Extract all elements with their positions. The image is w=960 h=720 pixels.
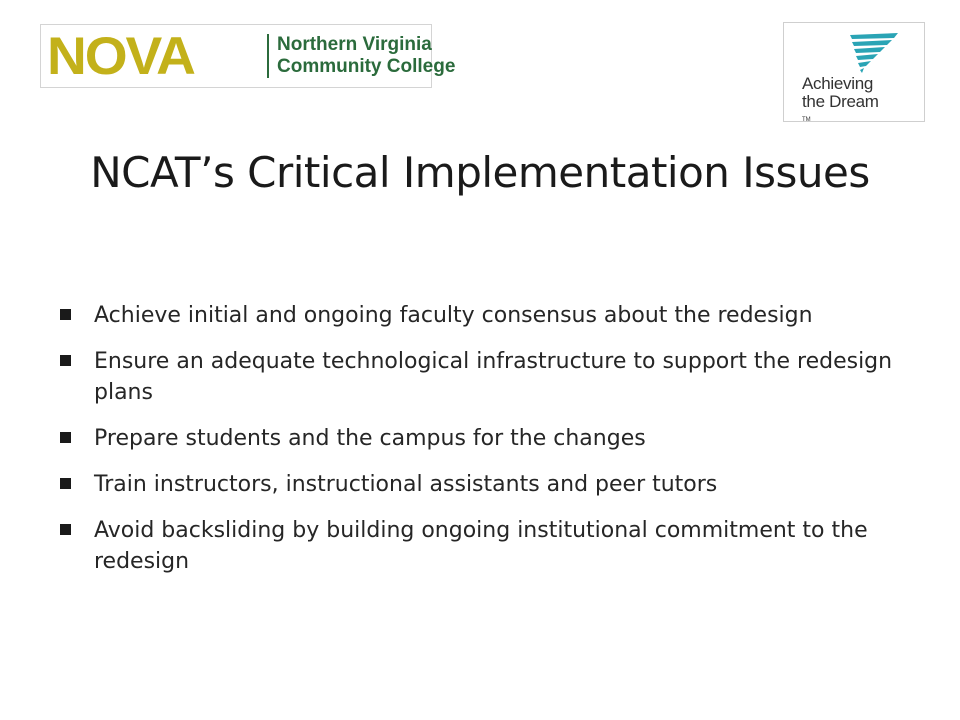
square-bullet-icon bbox=[60, 524, 71, 535]
bullet-text: Prepare students and the campus for the changes bbox=[94, 426, 646, 451]
square-bullet-icon bbox=[60, 432, 71, 443]
square-bullet-icon bbox=[60, 478, 71, 489]
nova-logo-divider bbox=[267, 34, 269, 78]
nova-name-line2: Community College bbox=[277, 56, 456, 77]
atd-line1: Achieving bbox=[802, 74, 874, 93]
nova-wordmark: NOVA bbox=[47, 27, 194, 86]
square-bullet-icon bbox=[60, 355, 71, 366]
atd-wordmark bbox=[802, 75, 879, 129]
trademark-mark: TM bbox=[802, 117, 811, 123]
bullet-item bbox=[60, 515, 920, 577]
bullet-item bbox=[60, 346, 920, 408]
bullet-text: Train instructors, instructional assistants and peer tutors bbox=[94, 472, 718, 497]
atd-line2: the Dream TM bbox=[802, 93, 879, 129]
slide-title: NCAT’s Critical Implementation Issues bbox=[90, 148, 870, 197]
bullet-item bbox=[60, 423, 920, 454]
bullet-text: Achieve initial and ongoing faculty consensus about the redesign bbox=[94, 303, 813, 328]
swoosh-stripes-icon bbox=[844, 31, 900, 75]
nova-college-name bbox=[277, 34, 455, 78]
bullet-item bbox=[60, 300, 920, 331]
nova-logo bbox=[40, 24, 456, 88]
bullet-item bbox=[60, 469, 920, 500]
achieving-the-dream-logo bbox=[783, 22, 925, 122]
bullet-text: Avoid backsliding by building ongoing institutional commitment to the redesign bbox=[94, 518, 868, 574]
bullet-text: Ensure an adequate technological infrastructure to support the redesign plans bbox=[94, 349, 893, 405]
bullet-list bbox=[60, 300, 920, 592]
square-bullet-icon bbox=[60, 309, 71, 320]
nova-name-line1: Northern Virginia bbox=[277, 34, 432, 55]
